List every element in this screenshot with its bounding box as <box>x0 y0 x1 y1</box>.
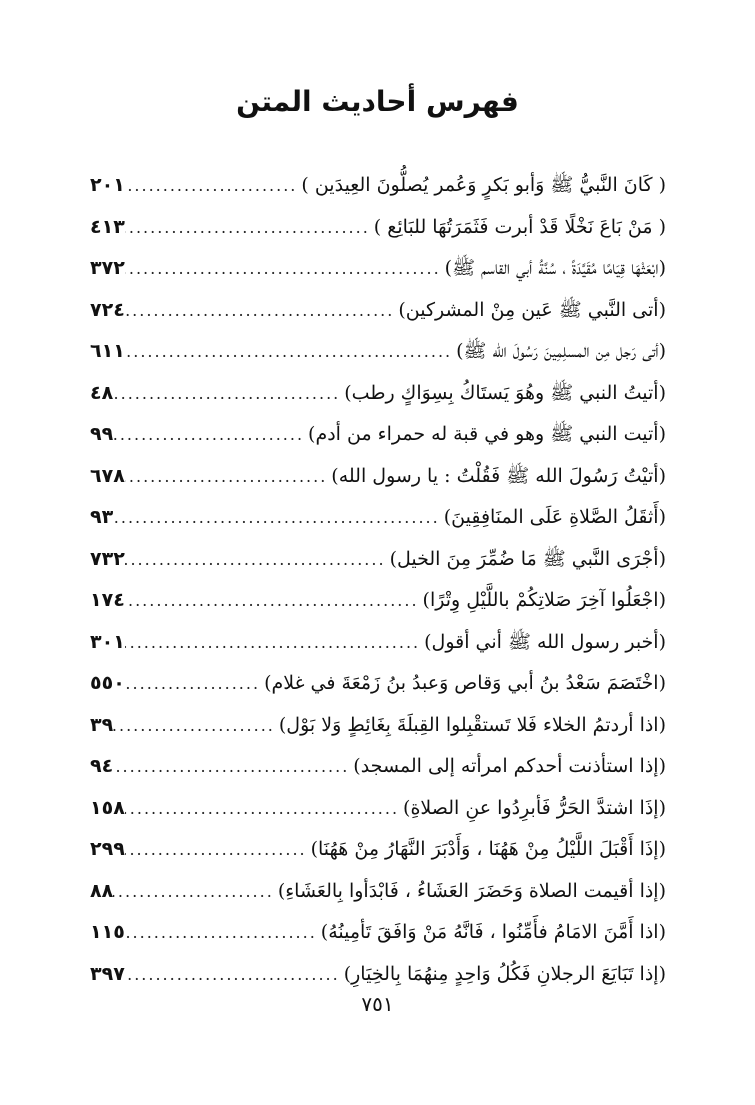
page-reference: ٩٤ <box>90 755 114 777</box>
page-reference: ١٥٨ <box>90 796 125 819</box>
index-entry <box>90 248 666 290</box>
hadith-text: (أتى رَجل مِن المسلِمِينَ رَسُولَ الله ﷺ) <box>456 340 666 362</box>
hadith-text: (اذا أَمَّنَ الامَامُ فأَمِّنُوا ، فَانَّهُ مَنْ وَافَقَ تَأمِينُهُ) <box>320 921 666 943</box>
hadith-text: ( كَانَ النَّبيُّ ﷺ وَأبو بَكرٍ وَعُمر يُصلُّونَ العِيدَين ) <box>301 174 666 196</box>
hadith-text: (اخْتَصَمَ سَعْدُ بنُ أبي وَقاص وَعبدُ بنُ زَمْعَةَ في غلام) <box>264 672 666 694</box>
page-reference: ٣٩ <box>90 713 114 736</box>
index-entry <box>90 829 666 871</box>
hadith-text: (ابْعَثْهَا قِيَامًا مُقَيَّدَةً ، سُنَّةُ أبي القاسم ﷺ) <box>444 257 666 279</box>
dot-leader <box>113 705 279 747</box>
hadith-text: (أتيتُ النبي ﷺ وهُوَ يَستَاكُ بِسِوَاكٍ رطب) <box>344 381 666 404</box>
index-entry <box>90 373 666 415</box>
page-title: فهرس أحاديث المتن <box>236 85 519 118</box>
dot-leader <box>125 663 264 705</box>
dot-leader <box>125 788 403 830</box>
dot-leader <box>113 871 278 913</box>
page-reference: ١١٥ <box>90 921 125 943</box>
page-reference: ٢٩٩ <box>90 838 125 860</box>
hadith-text: (إذَا اشتدَّ الحَرُّ فَأبرِدُوا عنِ الصلاةِ) <box>403 796 666 819</box>
index-entry <box>90 705 666 747</box>
index-entry <box>90 746 666 788</box>
index-entry <box>90 290 666 332</box>
page-reference: ٤١٣ <box>90 215 125 238</box>
index-entry <box>90 788 666 830</box>
dot-leader <box>125 912 321 954</box>
index-entry <box>90 871 666 913</box>
dot-leader <box>125 954 344 996</box>
hadith-text: (إذا أقيمت الصلاة وَحَضَرَ العَشَاءُ ، فَابْدَأوا بِالعَشَاءِ) <box>277 879 666 902</box>
dot-leader <box>125 829 311 871</box>
dot-leader <box>125 165 302 207</box>
index-entry <box>90 414 666 456</box>
hadith-text: (إذا تَبَايَعَ الرجلانِ فَكُلُ وَاحِدٍ مِنهُمَا بِالخِيَارِ) <box>343 962 666 985</box>
index-entry <box>90 912 666 954</box>
hadith-text: (اذا أردتمُ الخلاء فَلا تَستقْبِلوا القِبلَةَ بِغَائِطٍ وَلا بَوْل) <box>278 713 666 736</box>
hadith-text: (أتيْتُ رَسُولَ الله ﷺ فَقُلْتُ : يا رسول الله) <box>331 464 666 487</box>
index-entry <box>90 456 666 498</box>
page-reference: ٤٨ <box>90 381 114 404</box>
hadith-text: (أخبر رسول الله ﷺ أني أقول) <box>424 630 666 653</box>
page-reference: ٣٠١ <box>90 630 125 653</box>
dot-leader <box>113 746 353 788</box>
page-reference: ٦١١ <box>90 340 125 362</box>
hadith-text: (اجْعَلُوا آخِرَ صَلاتِكُمْ باللَّيْلِ وِتْرًا) <box>422 589 666 611</box>
dot-leader <box>125 290 399 332</box>
dot-leader <box>125 580 423 622</box>
dot-leader <box>125 539 390 581</box>
hadith-text: (أتيت النبي ﷺ وهو في قبة له حمراء من أدم) <box>308 423 666 445</box>
index-entry <box>90 580 666 622</box>
dot-leader <box>125 622 424 664</box>
index-entry <box>90 622 666 664</box>
page-reference: ٢٠١ <box>90 174 125 196</box>
index-entry <box>90 497 666 539</box>
dot-leader <box>125 331 456 373</box>
hadith-text: (أتى النَّبي ﷺ عَين مِنْ المشركين) <box>398 298 666 321</box>
page-reference: ٩٩ <box>90 423 114 445</box>
page-reference: ٦٧٨ <box>90 464 125 487</box>
index-entry <box>90 954 666 996</box>
page-reference: ٧٣٢ <box>90 547 125 570</box>
hadith-text: (أَثقَلُ الصَّلاةِ عَلَى المنَافِقِينَ) <box>443 506 666 528</box>
hadith-text: (إذا استأذنت أحدكم امرأته إلى المسجد) <box>353 755 666 777</box>
hadith-text: (إذَا أَقْبَلَ اللَّيْلُ مِنْ هَهُنَا ، وَأَدْبَرَ النَّهَارُ مِنْ هَهُنَا) <box>310 838 666 860</box>
hadith-index-list <box>90 165 666 995</box>
page-reference: ٣٧٢ <box>90 257 125 279</box>
index-entry <box>90 539 666 581</box>
index-entry <box>90 663 666 705</box>
page-reference: ٨٨ <box>90 879 114 902</box>
dot-leader <box>125 456 332 498</box>
page-reference: ٣٩٧ <box>90 962 125 985</box>
page-reference: ١٧٤ <box>90 589 125 611</box>
dot-leader <box>113 497 444 539</box>
page-reference: ٥٥٠ <box>90 672 125 694</box>
hadith-text: ( مَنْ بَاعَ نَخْلًا قَدْ أبرت فَثَمَرَتُهَا للبَائِع ) <box>373 215 666 238</box>
dot-leader <box>125 207 374 249</box>
page-number: ٧٥١ <box>361 992 394 1016</box>
index-entry <box>90 207 666 249</box>
dot-leader <box>113 414 308 456</box>
page-reference: ٩٣ <box>90 506 114 528</box>
dot-leader <box>113 373 344 415</box>
index-entry <box>90 165 666 207</box>
dot-leader <box>125 248 445 290</box>
hadith-text: (أجْرَى النَّبي ﷺ مَا ضُمِّرَ مِنَ الخيل) <box>389 547 666 570</box>
index-entry <box>90 331 666 373</box>
page-reference: ٧٢٤ <box>90 298 125 321</box>
